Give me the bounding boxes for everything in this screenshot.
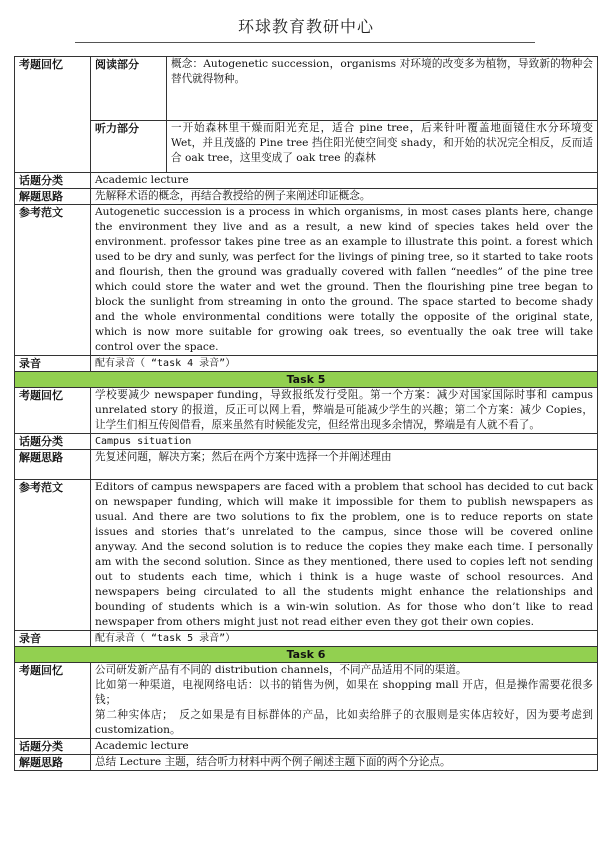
task5-title: Task 5 — [15, 372, 598, 388]
reading-text: 概念：Autogenetic succession，organisms 对环境的改变多为植物，导致新的物种会替代就得物种。 — [167, 57, 598, 121]
recording-value: 配有录音（ “task 5 录音”） — [91, 631, 598, 647]
table-row — [15, 121, 598, 173]
table-row — [15, 57, 598, 121]
approach-value: 总结 Lecture 主题，结合听力材料中两个例子阐述主题下面的两个分论点。 — [91, 755, 598, 771]
page-header-title: 环球教育教研中心 — [237, 17, 374, 36]
sample-text: Autogenetic succession is a process in which organisms, in most cases plants here, change the environment they live and as a result, a new kind of species takes held over the environment. professor takes pine tree as an example to illustrate this point. a forest which used to be dry and sunly, was perfect for the livings of pining tree, so it started to take roots and flourish, then the ground was gradually covered with fallen “needles” of the pine tree which could store the water and wet the ground. Then the flourishing pine tree began to block the sunlight from streaming in onto the ground. The space started to become shady and the whole environmental conditions were totally the opposite of the original state, which is now more suitable for growing oak trees, so eventually the oak tree will take control over the space. — [91, 205, 598, 356]
topic-label: 话题分类 — [15, 739, 91, 755]
topic-value: Academic lecture — [91, 739, 598, 755]
task-header-row — [15, 647, 598, 663]
table-row — [15, 356, 598, 372]
table-row — [15, 480, 598, 631]
recording-label: 录音 — [15, 356, 91, 372]
review-text: 学校要减少 newspaper funding，导致报纸发行受阻。第一个方案：减少对国家国际时事和 campus unrelated story 的报道，反正可以网上看，弊端是可能减少学生的兴趣；第二个方案：减少 Copies， 让学生们相互传阅借看，原来虽然有时候能发完，但经常出现多余情况，弊端是有人就不看了。 — [91, 388, 598, 434]
review-line: 比如第一种渠道，电视网络电话：以书的销售为例，如果在 shopping mall 开店，但是操作需要花很多钱； — [95, 679, 593, 706]
recording-label: 录音 — [15, 631, 91, 647]
recording-value: 配有录音（ “task 4 录音”） — [91, 356, 598, 372]
topic-value: Academic lecture — [91, 173, 598, 189]
review-line: 第二种实体店； 反之如果是有目标群体的产品，比如卖给胖子的衣服则是实体店较好，因为要考虑到 customization。 — [95, 709, 593, 736]
table-row — [15, 388, 598, 434]
table-row — [15, 755, 598, 771]
table-row — [15, 739, 598, 755]
approach-label: 解题思路 — [15, 450, 91, 480]
table-row — [15, 631, 598, 647]
review-label: 考题回忆 — [15, 388, 91, 434]
review-label: 考题回忆 — [15, 57, 91, 173]
listening-text: 一开始森林里干燥而阳光充足，适合 pine tree，后来针叶覆盖地面镜住水分环境变 Wet，并且茂盛的 Pine tree 挡住阳光使空间变 shady，和开始的状况完全相反，反而适合 oak tree，这里变成了 oak tree 的森林 — [167, 121, 598, 173]
review-line: 公司研发新产品有不同的 distribution channels，不同产品适用不同的渠道。 — [95, 664, 467, 676]
sample-label: 参考范文 — [15, 205, 91, 356]
listening-label: 听力部分 — [91, 121, 167, 173]
sample-text: Editors of campus newspapers are faced with a problem that school has decided to cut back on newspaper funding, which will make it impossible for them to publish newspapers as usual. And there are two solutions to fix the problem, one is to reduce reports on state issues and stories that’s unrelated to the campus, since those will be covered online anyway. And the second solution is to reduce the copies they make each time. I personally am with the second solution. Since as they mentioned, there used to copies left not sending out to students each time, which i think is a huge waste of school resources. And newspapers being circulated to all the students might enhance the relationships and bounding of students which is a win-win solution. As for those who don’t like to read newspaper from others might just not read either even they got their own copies. — [91, 480, 598, 631]
sample-label: 参考范文 — [15, 480, 91, 631]
table-row — [15, 189, 598, 205]
approach-label: 解题思路 — [15, 755, 91, 771]
table-row — [15, 434, 598, 450]
table-row — [15, 450, 598, 480]
approach-value: 先复述问题，解决方案；然后在两个方案中选择一个并阐述理由 — [91, 450, 598, 480]
task6-title: Task 6 — [15, 647, 598, 663]
header-divider — [75, 42, 535, 43]
review-text — [91, 663, 598, 739]
topic-label: 话题分类 — [15, 173, 91, 189]
table-row — [15, 663, 598, 739]
topic-value: Campus situation — [91, 434, 598, 450]
review-label: 考题回忆 — [15, 663, 91, 739]
table-row — [15, 205, 598, 356]
exam-review-table — [14, 56, 598, 771]
approach-label: 解题思路 — [15, 189, 91, 205]
table-row — [15, 173, 598, 189]
reading-label: 阅读部分 — [91, 57, 167, 121]
task-header-row — [15, 372, 598, 388]
topic-label: 话题分类 — [15, 434, 91, 450]
approach-value: 先解释术语的概念，再结合教授给的例子来阐述印证概念。 — [91, 189, 598, 205]
